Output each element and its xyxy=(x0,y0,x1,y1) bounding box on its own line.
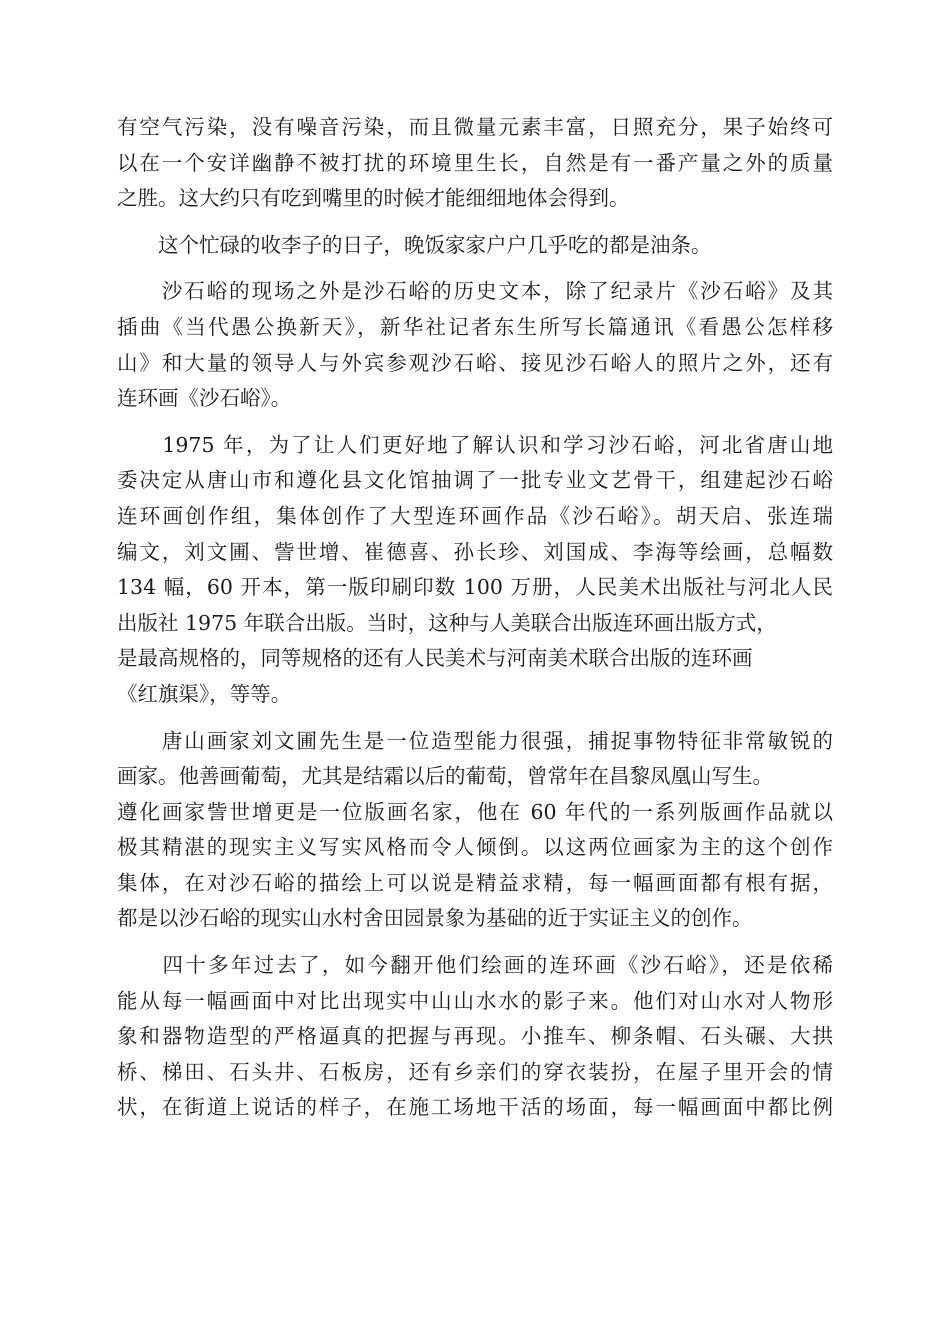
text-line: 唐山画家刘文圃先生是一位造型能力很强，捕捉事物特征非常敏锐的 xyxy=(117,728,833,753)
text-line: 象和器物造型的严格逼真的把握与再现。小推车、柳条帽、石头碾、大拱 xyxy=(117,1024,833,1049)
paragraph-3 xyxy=(117,274,833,416)
text-line: 有空气污染，没有噪音污染，而且微量元素丰富，日照充分，果子始终可 xyxy=(117,115,833,139)
text-line: 《红旗渠》，等等。 xyxy=(117,681,292,706)
text-line: 桥、梯田、石头井、石板房，还有乡亲们的穿衣装扮，在屋子里开会的情 xyxy=(117,1059,833,1084)
text-line: 这个忙碌的收李子的日子，晚饭家家户户几乎吃的都是油条。 xyxy=(117,232,712,257)
paragraph-6 xyxy=(117,948,833,1126)
paragraph-2 xyxy=(117,228,833,264)
text-line: 出版社 1975 年联合出版。当时，这种与人美联合出版连环画出版方式， xyxy=(117,610,777,635)
document-page xyxy=(117,110,833,1137)
text-line: 集体，在对沙石峪的描绘上可以说是精益求精，每一幅画面都有根有据， xyxy=(117,870,833,895)
text-line: 1975 年，为了让人们更好地了解认识和学习沙石峪，河北省唐山地 xyxy=(117,432,833,457)
text-line: 四十多年过去了，如今翻开他们绘画的连环画《沙石峪》，还是依稀 xyxy=(117,953,833,978)
text-line: 沙石峪的现场之外是沙石峪的历史文本，除了纪录片《沙石峪》及其 xyxy=(117,279,833,304)
text-line: 画家。他善画葡萄，尤其是结霜以后的葡萄，曾常年在昌黎凤凰山写生。 xyxy=(117,764,773,789)
paragraph-1 xyxy=(117,110,833,217)
text-line: 能从每一幅画面中对比出现实中山山水水的影子来。他们对山水对人物形 xyxy=(117,988,833,1013)
text-line: 委决定从唐山市和遵化县文化馆抽调了一批专业文艺骨干，组建起沙石峪 xyxy=(117,468,833,493)
paragraph-5 xyxy=(117,724,833,938)
text-line: 都是以沙石峪的现实山水村舍田园景象为基础的近于实证主义的创作。 xyxy=(117,906,753,931)
text-line: 极其精湛的现实主义写实风格而令人倾倒。以这两位画家为主的这个创作 xyxy=(117,835,833,860)
text-line: 以在一个安详幽静不被打扰的环境里生长，自然是有一番产量之外的质量 xyxy=(117,150,833,175)
text-line: 编文，刘文圃、訾世增、崔德喜、孙长珍、刘国成、李海等绘画，总幅数 xyxy=(117,539,833,564)
text-line: 134 幅，60 开本，第一版印刷印数 100 万册，人民美术出版社与河北人民 xyxy=(117,575,833,600)
text-line: 遵化画家訾世增更是一位版画名家，他在 60 年代的一系列版画作品就以 xyxy=(117,799,833,824)
text-line: 是最高规格的，同等规格的还有人民美术与河南美术联合出版的连环画 xyxy=(117,646,753,671)
paragraph-4 xyxy=(117,428,833,713)
text-line: 连环画《沙石峪》。 xyxy=(117,386,292,411)
text-line: 之胜。这大约只有吃到嘴里的时候才能细细地体会得到。 xyxy=(117,186,630,211)
text-line: 连环画创作组，集体创作了大型连环画作品《沙石峪》。胡天启、张连瑞 xyxy=(117,503,833,528)
text-line: 状，在街道上说话的样子，在施工场地干活的场面，每一幅画面中都比例 xyxy=(117,1095,833,1120)
text-line: 插曲《当代愚公换新天》，新华社记者东生所写长篇通讯《看愚公怎样移 xyxy=(117,314,833,339)
text-line: 山》和大量的领导人与外宾参观沙石峪、接见沙石峪人的照片之外，还有 xyxy=(117,350,833,375)
